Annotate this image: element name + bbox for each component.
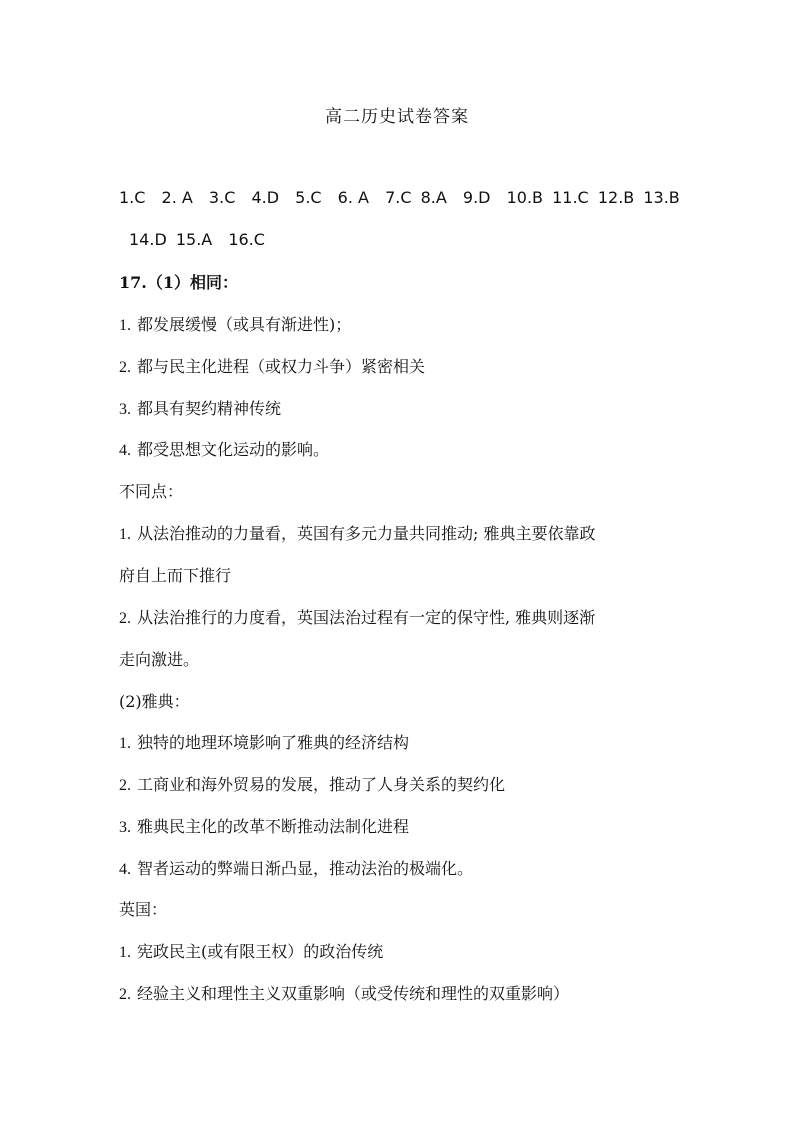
list-item: 4. 都受思想文化运动的影响。 [119,440,330,459]
answer-item: 3.C [208,188,236,207]
list-item: 2. 从法治推行的力度看，英国法治过程有一定的保守性, 雅典则逐渐 [119,608,596,627]
answers-row-2 [129,228,276,252]
list-item-continuation: 走向激进。 [119,650,200,669]
list-item: 2. 工商业和海外贸易的发展，推动了人身关系的契约化 [119,775,506,794]
answer-item: 5.C [295,188,322,207]
section-label-athens: (2)雅典： [119,692,190,711]
answer-item: 6. A [337,188,369,207]
section-label-differences: 不同点： [119,482,184,501]
answer-item: 13.B [643,188,680,207]
answer-item: 7.C [385,188,412,207]
answer-item: 16.C [228,230,265,249]
list-item-continuation: 府自上而下推行 [119,566,232,585]
list-item: 2. 都与民主化进程（或权力斗争）紧密相关 [119,357,426,376]
answer-item: 2. A [161,188,193,207]
answer-item: 1.C [119,188,146,207]
list-item: 3. 都具有契约精神传统 [119,399,282,418]
section-label-england: 英国： [119,900,168,919]
answer-item: 4.D [251,188,280,207]
answer-item: 12.B [597,188,635,207]
list-item: 2. 经验主义和理性主义双重影响（或受传统和理性的双重影响） [119,984,570,1003]
list-item: 1. 都发展缓慢（或具有渐进性)； [119,315,352,334]
answers-row-1 [119,186,684,210]
answer-item: 9.D [462,188,491,207]
list-item: 1. 从法治推动的力量看，英国有多元力量共同推动; 雅典主要依靠政 [119,524,596,543]
answer-item: 11.C [552,188,589,207]
list-item: 3. 雅典民主化的改革不断推动法制化进程 [119,817,410,836]
question-17-heading: 17.（1）相同： [119,273,238,292]
list-item: 1. 独特的地理环境影响了雅典的经济结构 [119,733,410,752]
answer-item: 15.A [175,230,213,249]
list-item: 4. 智者运动的弊端日渐凸显，推动法治的极端化。 [119,859,474,878]
list-item: 1. 宪政民主(或有限王权）的政治传统 [119,942,384,961]
answer-item: 8.A [420,188,447,207]
answer-item: 10.B [506,188,544,207]
answer-item: 14.D [129,230,167,249]
page-title: 高二历史试卷答案 [325,107,469,127]
